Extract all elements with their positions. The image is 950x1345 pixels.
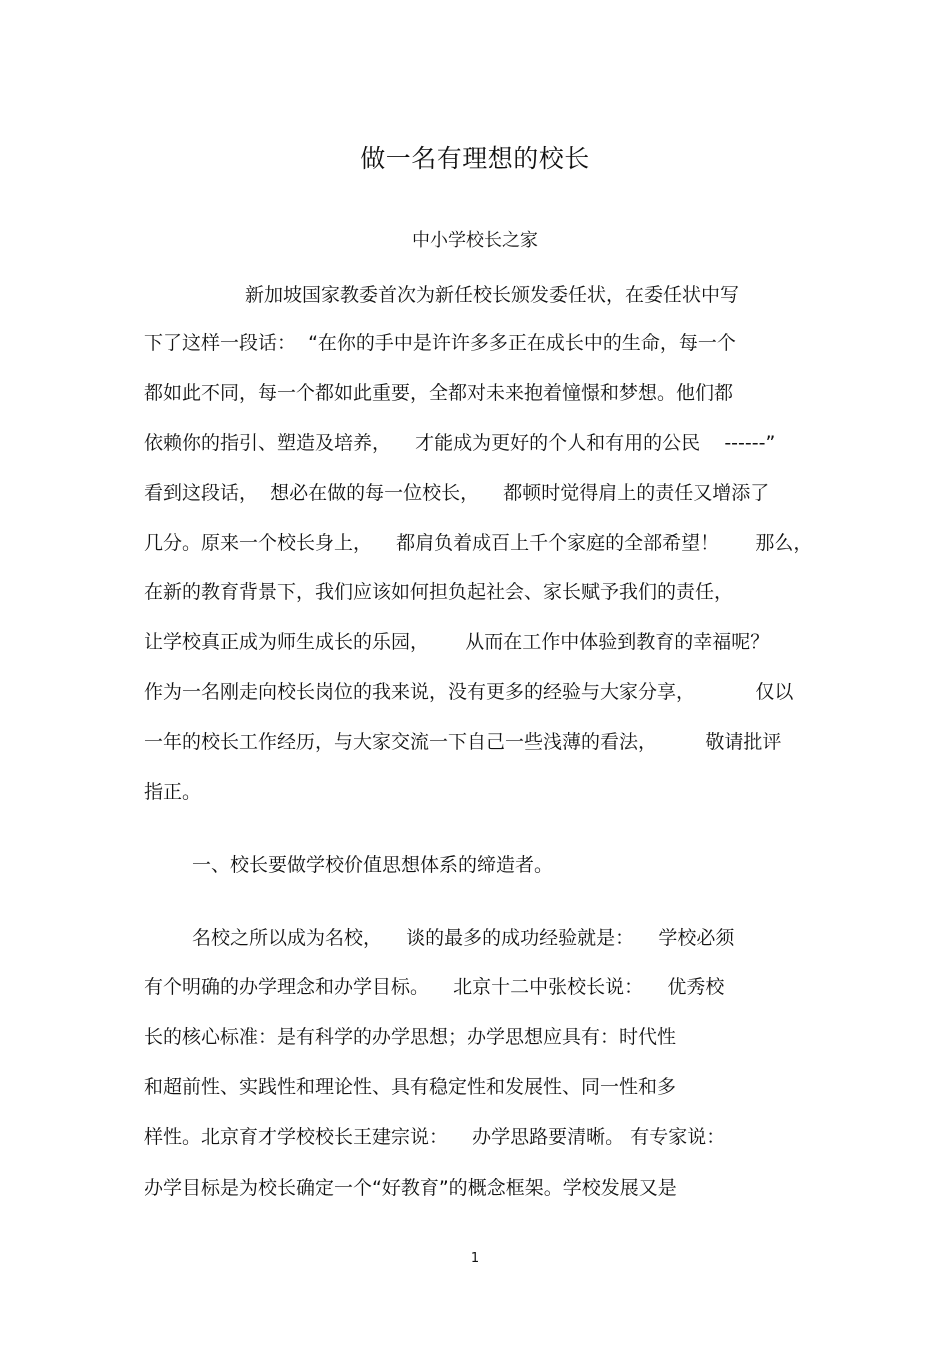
section-line: 名校之所以成为名校， 谈的最多的成功经验就是： 学校必须: [192, 927, 735, 949]
section-line: 样性。北京育才学校校长王建宗说： 办学思路要清晰。 有专家说：: [144, 1126, 726, 1148]
intro-line: 让学校真正成为师生成长的乐园， 从而在工作中体验到教育的幸福呢？: [144, 631, 770, 653]
intro-line: 看到这段话， 想必在做的每一位校长， 都顿时觉得肩上的责任又增添了: [144, 482, 770, 504]
document-author: 中小学校长之家: [412, 230, 538, 251]
intro-line: 几分。原来一个校长身上， 都肩负着成百上千个家庭的全部希望！ 那么，: [144, 532, 813, 554]
section-heading: 一、校长要做学校价值思想体系的缔造者。: [192, 854, 554, 876]
document-title: 做一名有理想的校长: [360, 144, 590, 173]
intro-line: 依赖你的指引、塑造及培养， 才能成为更好的个人和有用的公民 ------”: [144, 432, 776, 454]
intro-line: 都如此不同，每一个都如此重要，全都对未来抱着憧憬和梦想。他们都: [144, 382, 734, 404]
intro-line: 新加坡国家教委首次为新任校长颁发委任状，在委任状中写: [245, 284, 740, 306]
intro-line: 一年的校长工作经历，与大家交流一下自己一些浅薄的看法， 敬请批评: [144, 731, 782, 753]
intro-line: 下了这样一段话： “在你的手中是许许多多正在成长中的生命，每一个: [144, 332, 736, 354]
section-line: 有个明确的办学理念和办学目标。 北京十二中张校长说： 优秀校: [144, 976, 725, 998]
intro-line: 作为一名刚走向校长岗位的我来说，没有更多的经验与大家分享， 仅以: [144, 681, 794, 703]
intro-line: 在新的教育背景下，我们应该如何担负起社会、家长赋予我们的责任，: [144, 581, 734, 603]
intro-line: 指正。: [144, 781, 202, 803]
page-number: 1: [470, 1251, 480, 1266]
section-line: 办学目标是为校长确定一个“好教育”的概念框架。学校发展又是: [144, 1177, 677, 1199]
section-line: 和超前性、实践性和理论性、具有稳定性和发展性、同一性和多: [144, 1076, 677, 1098]
section-line: 长的核心标准：是有科学的办学思想；办学思想应具有：时代性: [144, 1026, 677, 1048]
